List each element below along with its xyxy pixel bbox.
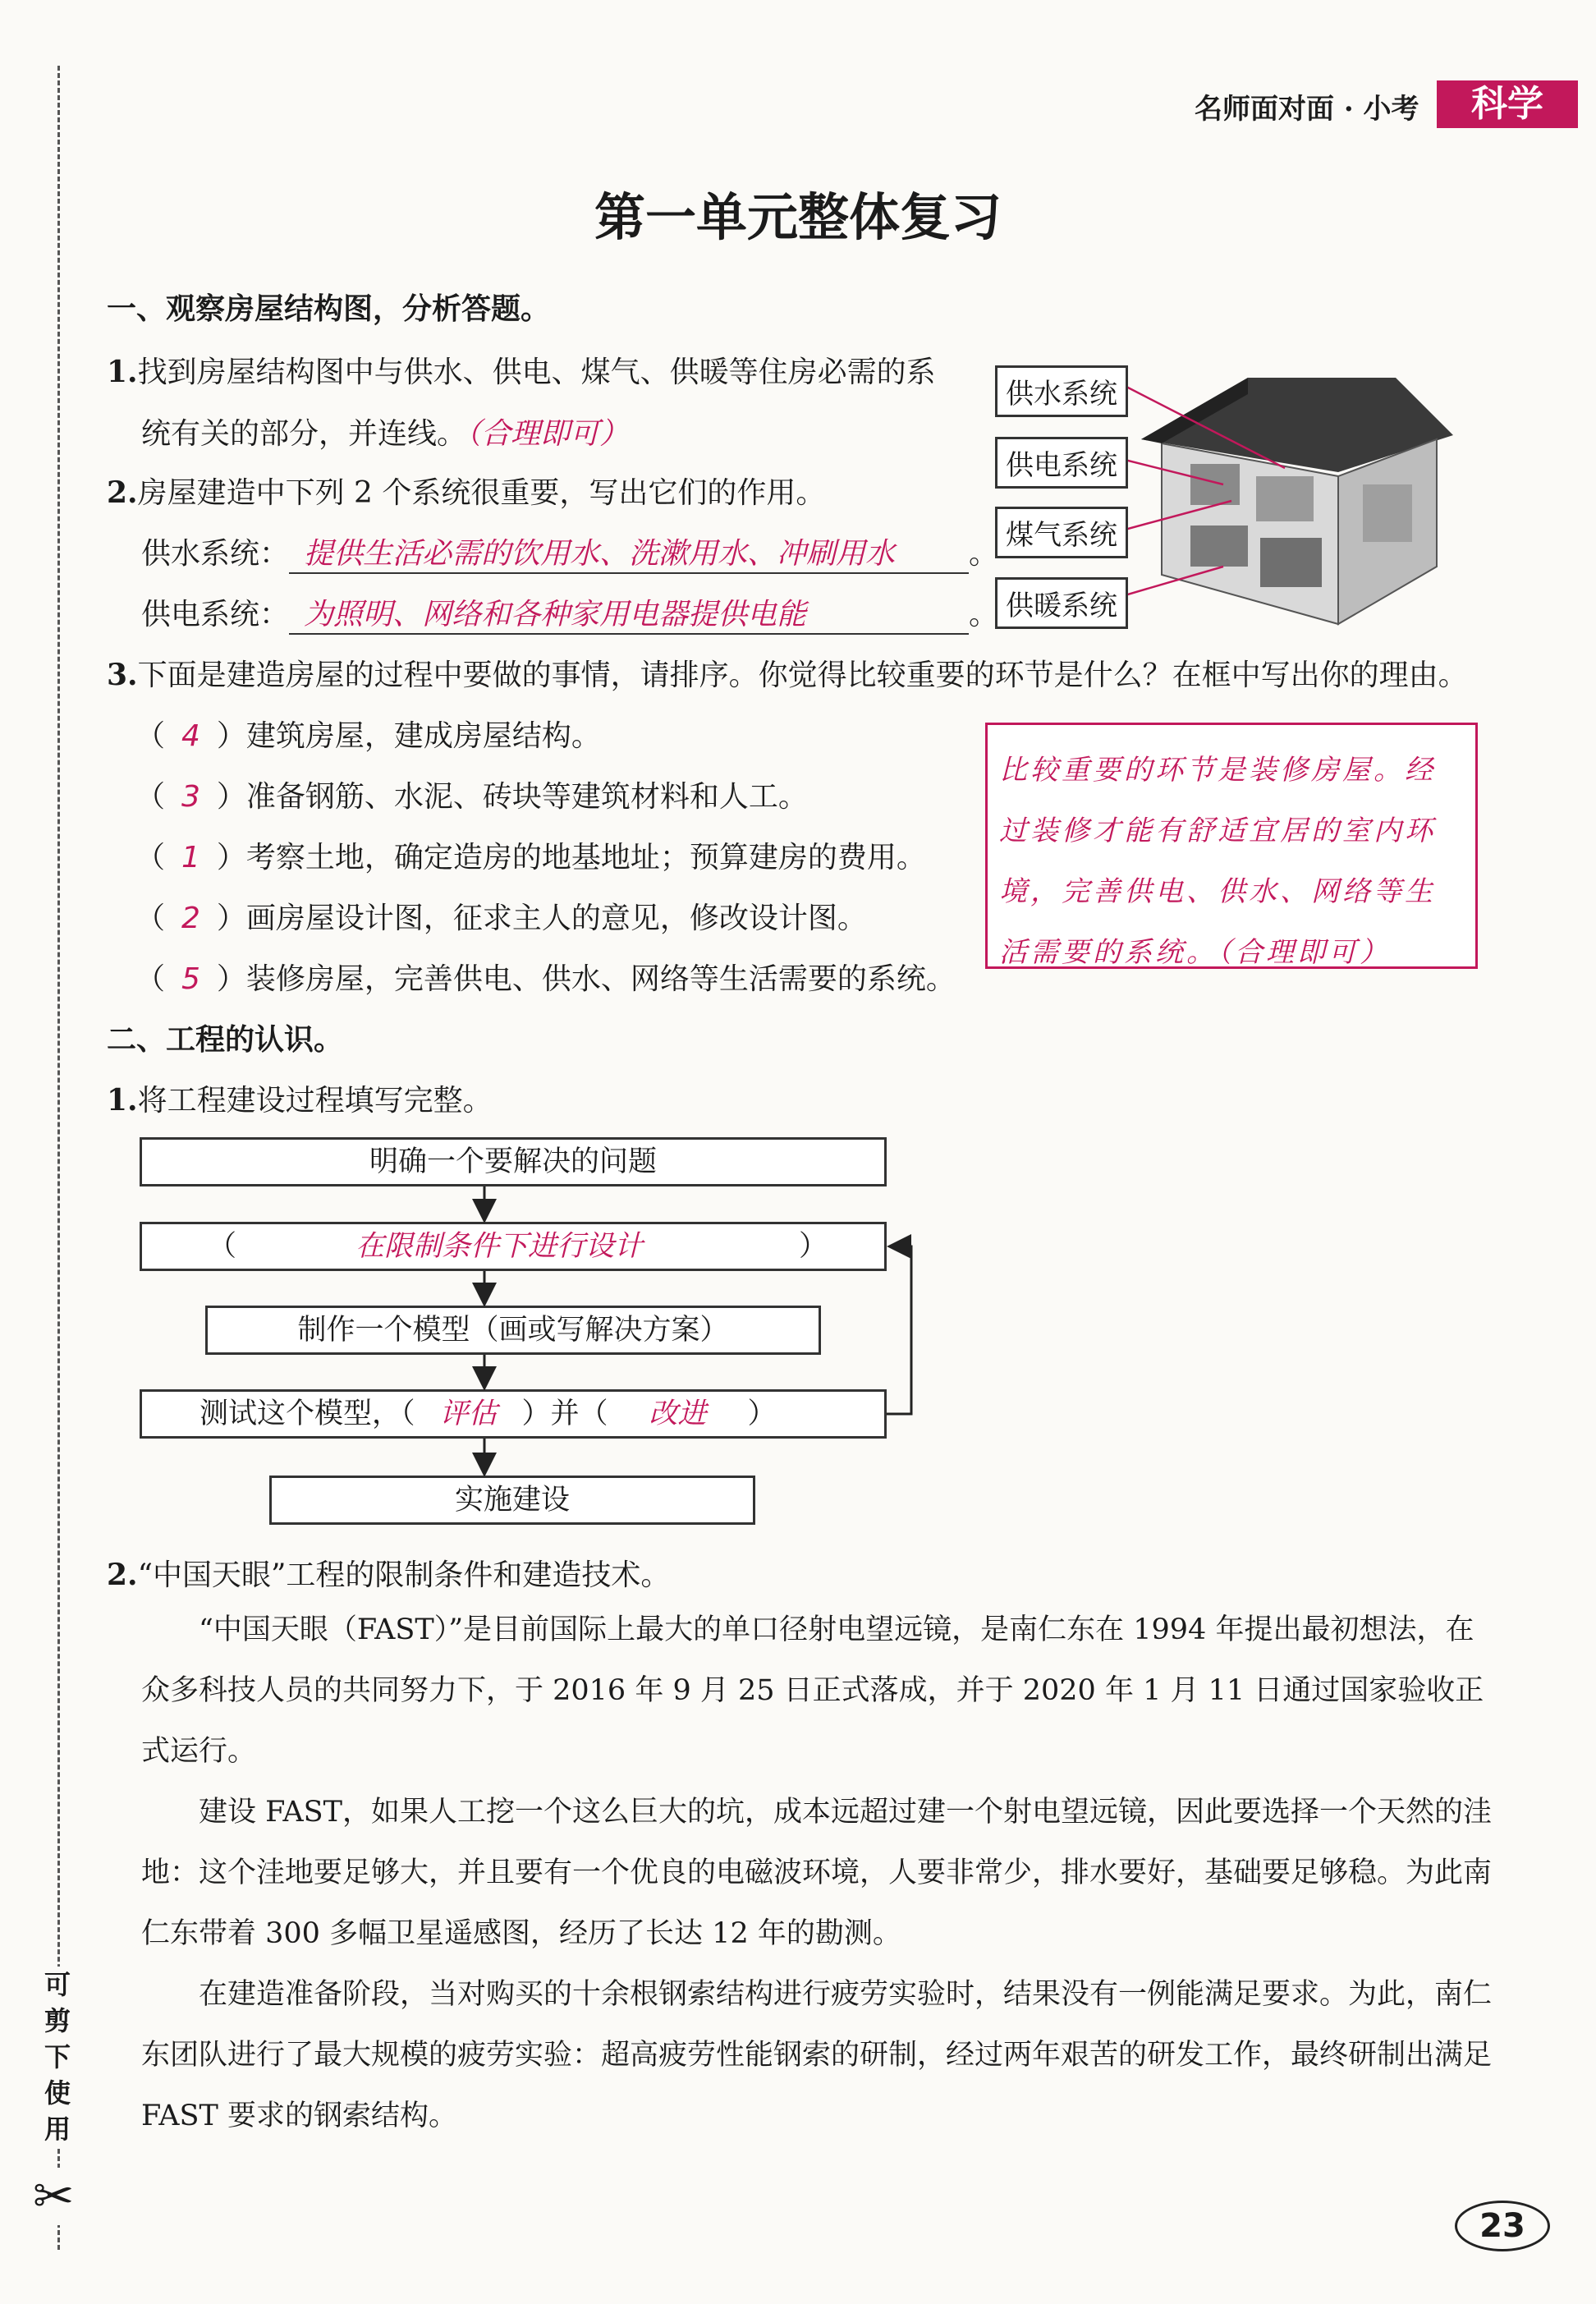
order-answer: 2 bbox=[181, 902, 200, 935]
power-label: 供电系统： bbox=[141, 598, 290, 631]
item-text: 考察土地，确定造房的地基地址；预算建房的费用。 bbox=[245, 841, 926, 874]
cut-char: 用 bbox=[44, 2114, 71, 2145]
item-text: 准备钢筋、水泥、砖块等建筑材料和人工。 bbox=[245, 780, 808, 814]
fast-paragraph-1: “中国天眼（FAST）”是目前国际上最大的单口径射电望远镜，是南仁东在 1994 年提出最初想法，在众多科技人员的共同努力下，于 2016 年 9 月 25 日正式落成，并于 2020 年 1 月 11 日通过国家验收正式运行。 bbox=[141, 1613, 1484, 1768]
scissors-icon: ✂ bbox=[33, 2168, 75, 2225]
q3-item: （ 4 ）建筑房屋，建成房屋结构。 bbox=[135, 719, 601, 753]
s2-q2 bbox=[107, 1552, 670, 1594]
s2-q2-text: “中国天眼”工程的限制条件和建造技术。 bbox=[137, 1558, 671, 1592]
reason-box: 比较重要的环节是装修房屋。经过装修才能有舒适宜居的室内环境，完善供电、供水、网络等生活需要的系统。（合理即可） bbox=[985, 723, 1478, 969]
fast-paragraph-2: 建设 FAST，如果人工挖一个这么巨大的坑，成本远超过建一个射电望远镜，因此要选择一个天然的洼地：这个洼地要足够大，并且要有一个优良的电磁波环境，人要非常少，排水要好，基础要足够稳。为此南仁东带着 300 多幅卫星遥感图，经历了长达 12 年的勘测。 bbox=[141, 1796, 1493, 1950]
system-box-water: 供水系统 bbox=[995, 365, 1128, 417]
q-number: 1. bbox=[107, 355, 138, 389]
subject-badge: 科学 bbox=[1437, 80, 1578, 128]
system-box-gas: 煤气系统 bbox=[995, 507, 1128, 558]
q-number: 2. bbox=[107, 1558, 138, 1592]
flow-step-4-answer-2: 改进 bbox=[649, 1398, 707, 1430]
section1-heading: 一、观察房屋结构图，分析答题。 bbox=[107, 292, 551, 326]
system-box-heating: 供暖系统 bbox=[995, 577, 1128, 629]
q1-text: 找到房屋结构图中与供水、供电、煤气、供暖等住房必需的系 bbox=[137, 356, 936, 389]
series-name: 名师面对面 · 小考 bbox=[1195, 93, 1419, 126]
cut-char: 下 bbox=[44, 2041, 71, 2072]
power-answer: 为照明、网络和各种家用电器提供电能 bbox=[289, 591, 969, 635]
item-text: 建筑房屋，建成房屋结构。 bbox=[245, 719, 601, 753]
system-box-power: 供电系统 bbox=[995, 437, 1128, 489]
flow-step-2: （ 在限制条件下进行设计 ） bbox=[140, 1222, 887, 1271]
item-text: 画房屋设计图，征求主人的意见，修改设计图。 bbox=[245, 902, 867, 935]
q2-text: 房屋建造中下列 2 个系统很重要，写出它们的作用。 bbox=[137, 476, 826, 510]
cut-instruction bbox=[37, 1967, 78, 2147]
q3-item: （ 1 ）考察土地，确定造房的地基地址；预算建房的费用。 bbox=[135, 841, 926, 874]
cut-char: 可 bbox=[44, 1969, 71, 2000]
q-number: 2. bbox=[107, 475, 138, 510]
order-answer: 5 bbox=[181, 962, 200, 996]
arrow-feedback bbox=[887, 1246, 911, 1414]
q-number: 3. bbox=[107, 658, 138, 692]
flow-step-2-answer: 在限制条件下进行设计 bbox=[355, 1230, 644, 1263]
flow-step-4-suffix: ） bbox=[747, 1398, 777, 1430]
period: 。 bbox=[969, 537, 999, 571]
flow-step-4-mid: ）并（ bbox=[521, 1398, 608, 1430]
flow-step-1: 明确一个要解决的问题 bbox=[140, 1137, 887, 1186]
page-number: 23 bbox=[1455, 2201, 1550, 2251]
q3-text: 下面是建造房屋的过程中要做的事情，请排序。你觉得比较重要的环节是什么？在框中写出你的理由。 bbox=[137, 659, 1468, 692]
s2-q1-text: 将工程建设过程填写完整。 bbox=[137, 1084, 493, 1118]
period: 。 bbox=[969, 598, 999, 631]
q3-item: （ 5 ）装修房屋，完善供电、供水、网络等生活需要的系统。 bbox=[135, 962, 956, 996]
section2-heading: 二、工程的认识。 bbox=[107, 1023, 344, 1057]
water-answer: 提供生活必需的饮用水、洗漱用水、冲刷用水 bbox=[289, 530, 969, 574]
item-text: 装修房屋，完善供电、供水、网络等生活需要的系统。 bbox=[245, 962, 956, 996]
flow-step-5: 实施建设 bbox=[269, 1476, 755, 1525]
page-title: 第一单元整体复习 bbox=[594, 187, 1002, 247]
flow-step-3: 制作一个模型（画或写解决方案） bbox=[205, 1306, 821, 1355]
q3-item: （ 2 ）画房屋设计图，征求主人的意见，修改设计图。 bbox=[135, 902, 867, 935]
order-answer: 3 bbox=[181, 780, 200, 814]
cut-char: 剪 bbox=[44, 2005, 71, 2036]
order-answer: 1 bbox=[181, 841, 200, 874]
cut-char: 使 bbox=[44, 2077, 71, 2109]
flow-step-4-prefix: 测试这个模型，（ bbox=[200, 1398, 415, 1430]
q-number: 1. bbox=[107, 1083, 138, 1118]
q1-text-2: 统有关的部分，并连线。 bbox=[141, 417, 467, 451]
order-answer: 4 bbox=[181, 719, 200, 753]
flow-step-4-answer-1: 评估 bbox=[439, 1398, 498, 1430]
water-label: 供水系统： bbox=[141, 537, 290, 571]
fast-paragraph-3: 在建造准备阶段，当对购买的十余根钢索结构进行疲劳实验时，结果没有一例能满足要求。为此，南仁东团队进行了最大规模的疲劳实验：超高疲劳性能钢索的研制，经过两年艰苦的研发工作，最终研制出满足 FAST 要求的钢索结构。 bbox=[141, 1978, 1493, 2132]
q1-answer: （合理即可） bbox=[466, 417, 630, 451]
q3-item: （ 3 ）准备钢筋、水泥、砖块等建筑材料和人工。 bbox=[135, 780, 808, 814]
